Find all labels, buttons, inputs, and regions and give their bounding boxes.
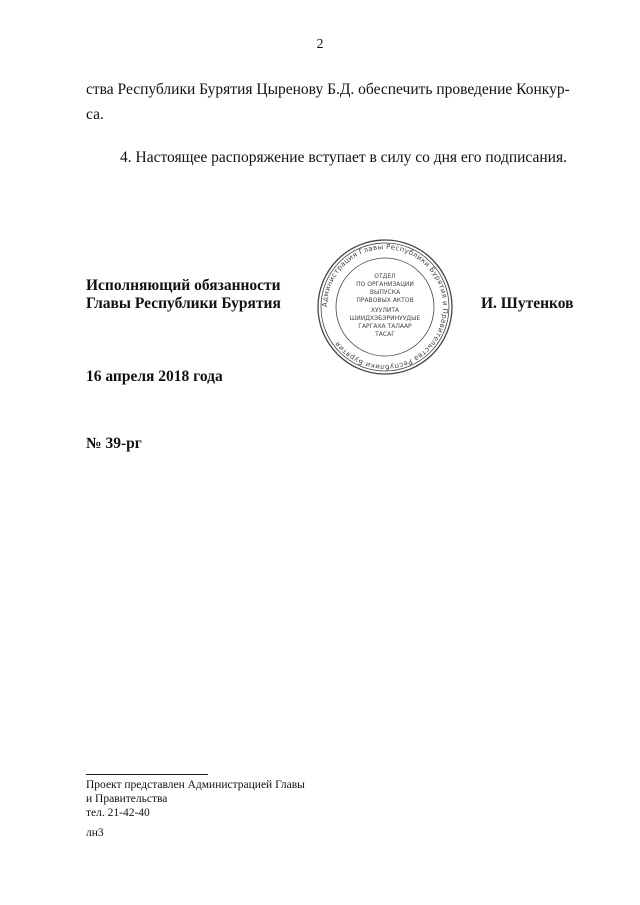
seal-inner-line: ШИИДХЭБЭРИНУУДЫЕ (349, 315, 421, 322)
paragraph-item-4: 4. Настоящее распоряжение вступает в силу со дня его подписания. (120, 149, 567, 166)
seal-inner-line: ВЫПУСКА (369, 289, 401, 296)
signatory-title-line1: Исполняющий обязанности (86, 277, 281, 294)
footnote-phone: тел. 21-42-40 (86, 807, 150, 819)
document-number: № 39-рг (86, 435, 142, 452)
footnote-separator (86, 774, 208, 775)
seal-inner-line: ГАРГАХА ТАЛААР (358, 323, 412, 330)
seal-inner-line: ТАСАГ (375, 331, 395, 338)
seal-inner-line: ПРАВОВЫХ АКТОВ (356, 297, 414, 304)
seal-inner-line: ПО ОРГАНИЗАЦИИ (356, 281, 414, 288)
paragraph-line: ства Республики Бурятия Цыренову Б.Д. обеспечить проведение Конкур- (86, 81, 570, 98)
page-number: 2 (316, 37, 324, 52)
footnote-line: Проект представлен Администрацией Главы (86, 779, 305, 791)
paragraph-continuation (86, 77, 572, 127)
signatory-name: И. Шутенков (481, 295, 574, 312)
seal-outer-text: Администрация Главы Республики Бурятия и Правительства Республики Бурятия (320, 242, 450, 372)
footnote-code: лн3 (86, 827, 104, 839)
official-seal-stamp (316, 238, 454, 376)
seal-inner-line: ОТДЕЛ (374, 273, 396, 280)
paragraph-line: са. (86, 106, 104, 123)
document-date: 16 апреля 2018 года (86, 368, 223, 385)
signatory-title-line2: Главы Республики Бурятия (86, 295, 281, 312)
seal-inner-line: ХУУЛИТА (370, 307, 400, 314)
footnote-line: и Правительства (86, 793, 168, 805)
